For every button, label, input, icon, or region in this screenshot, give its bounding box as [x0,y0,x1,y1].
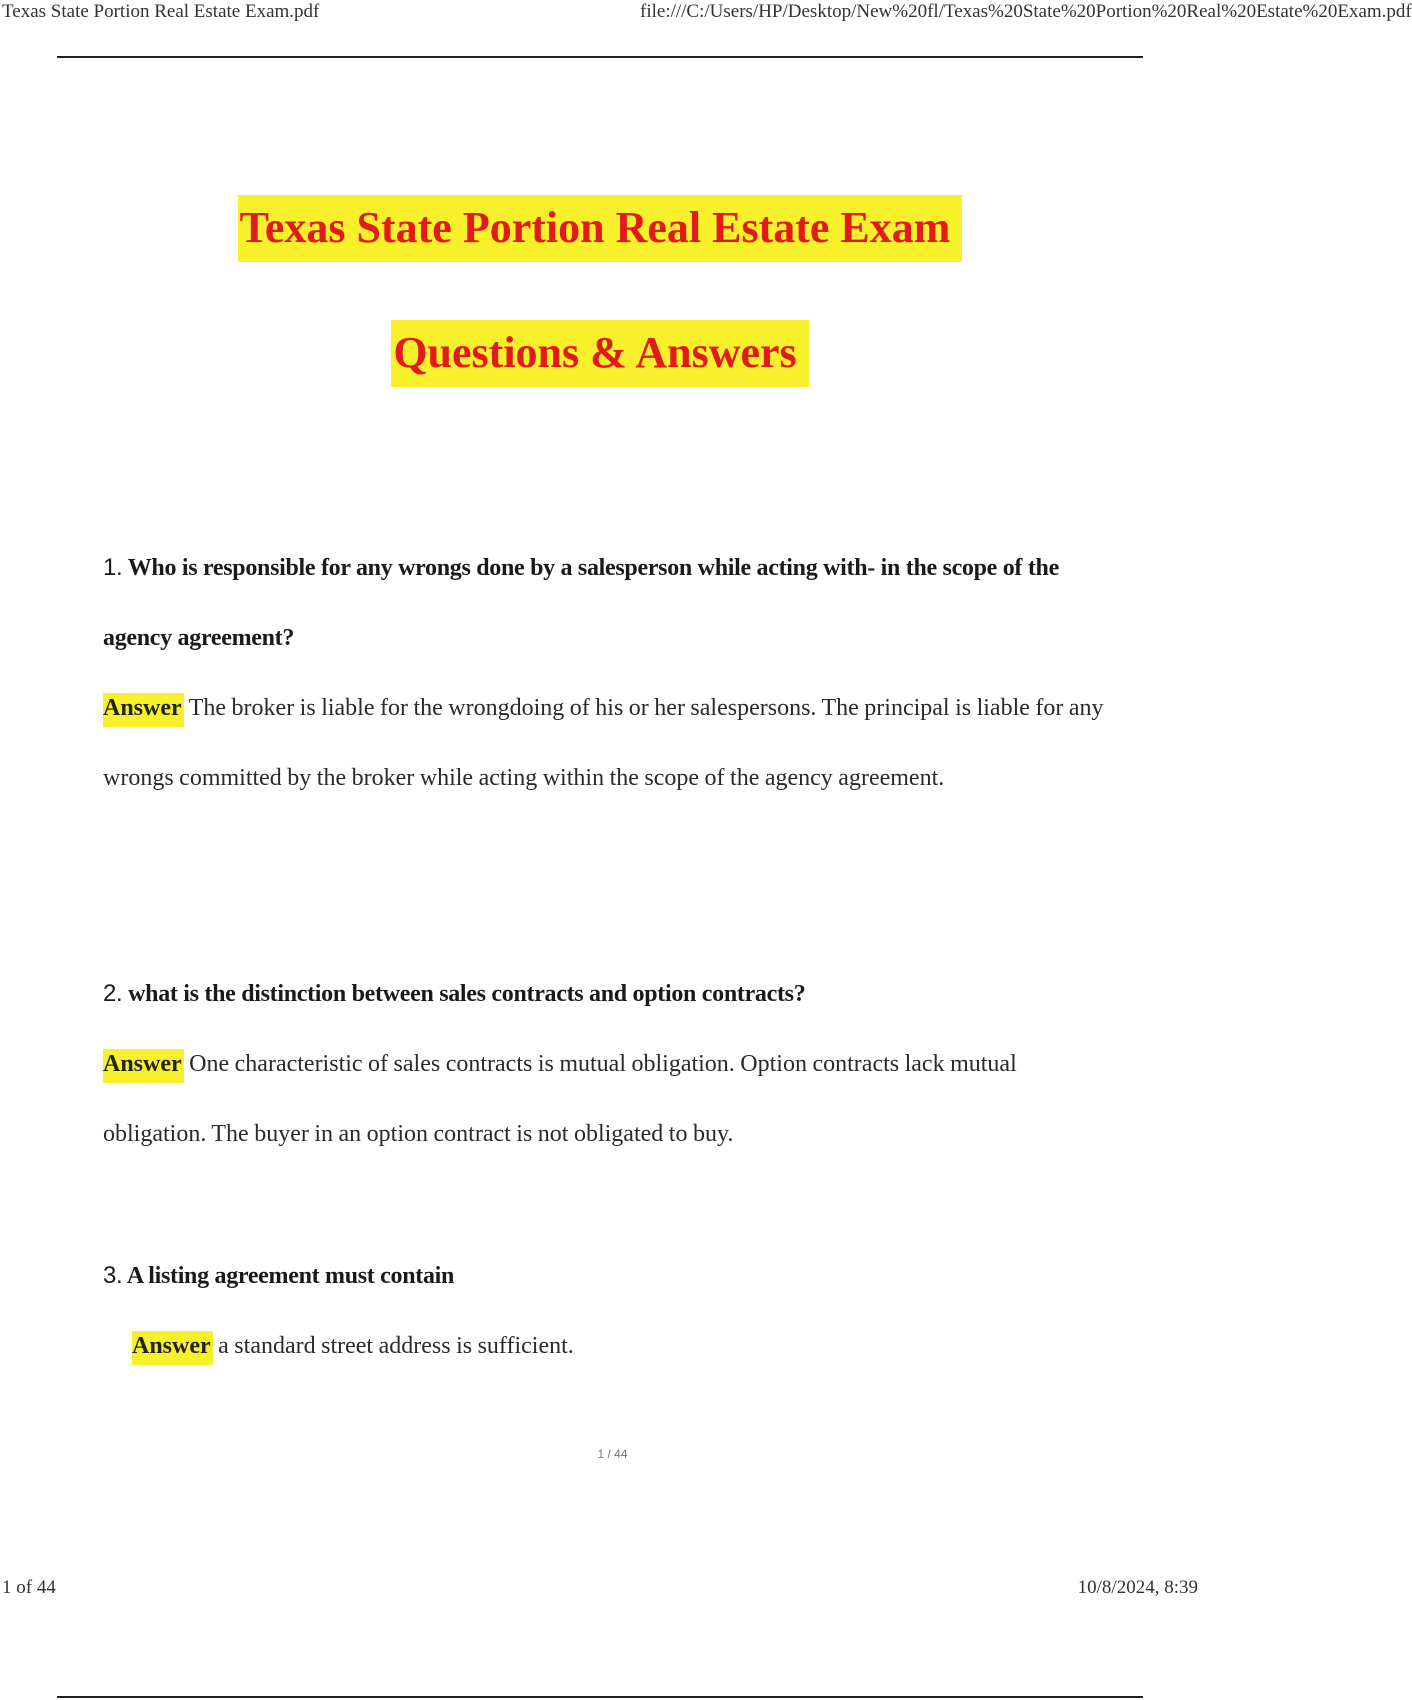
answer-label: Answer [132,1331,213,1365]
footer-divider [57,1696,1143,1698]
question-number: 3. [103,1262,123,1289]
print-header [0,0,1412,26]
question-text: Who is responsible for any wrongs done by a salesperson while acting with- in the scope of the agency agreement? [103,555,1059,651]
page-indicator: 1 / 44 [597,1447,628,1461]
question-text: what is the distinction between sales contracts and option contracts? [128,981,806,1007]
answer-text: The broker is liable for the wrongdoing of his or her salespersons. The principal is liable for any wrongs committed by the broker while acting within the scope of the agency agreement. [103,695,1104,791]
print-footer-timestamp: 10/8/2024, 8:39 [1077,1577,1198,1598]
question-text: A listing agreement must contain [126,1263,455,1289]
document-title-line-1 [0,198,1200,258]
answer-label: Answer [103,693,184,727]
header-divider [57,56,1143,58]
qa-item-1 [103,533,1123,813]
document-title-text-2: Questions & Answers [391,320,808,387]
answer-text: One characteristic of sales contracts is mutual obligation. Option contracts lack mutual obligation. The buyer in an option contract is not obligated to buy. [103,1051,1017,1147]
document-title-text-1: Texas State Portion Real Estate Exam [238,195,963,262]
print-header-document-title: Texas State Portion Real Estate Exam.pdf [2,1,320,22]
question-1 [103,533,1123,673]
question-2 [103,959,1123,1029]
answer-3 [103,1311,1123,1381]
question-number: 1. [103,554,123,581]
answer-label: Answer [103,1049,184,1083]
qa-item-3 [103,1241,1123,1381]
question-number: 2. [103,980,123,1007]
qa-item-2 [103,959,1123,1169]
answer-2 [103,1029,1123,1169]
document-title-line-2 [0,323,1200,383]
print-footer-page-count: 1 of 44 [2,1577,56,1598]
answer-1 [103,673,1123,813]
answer-text: a standard street address is sufficient. [218,1333,574,1359]
print-header-file-path: file:///C:/Users/HP/Desktop/New%20fl/Texas%20State%20Portion%20Real%20Estate%20Exam.pdf [640,1,1412,22]
question-3 [103,1241,1123,1311]
